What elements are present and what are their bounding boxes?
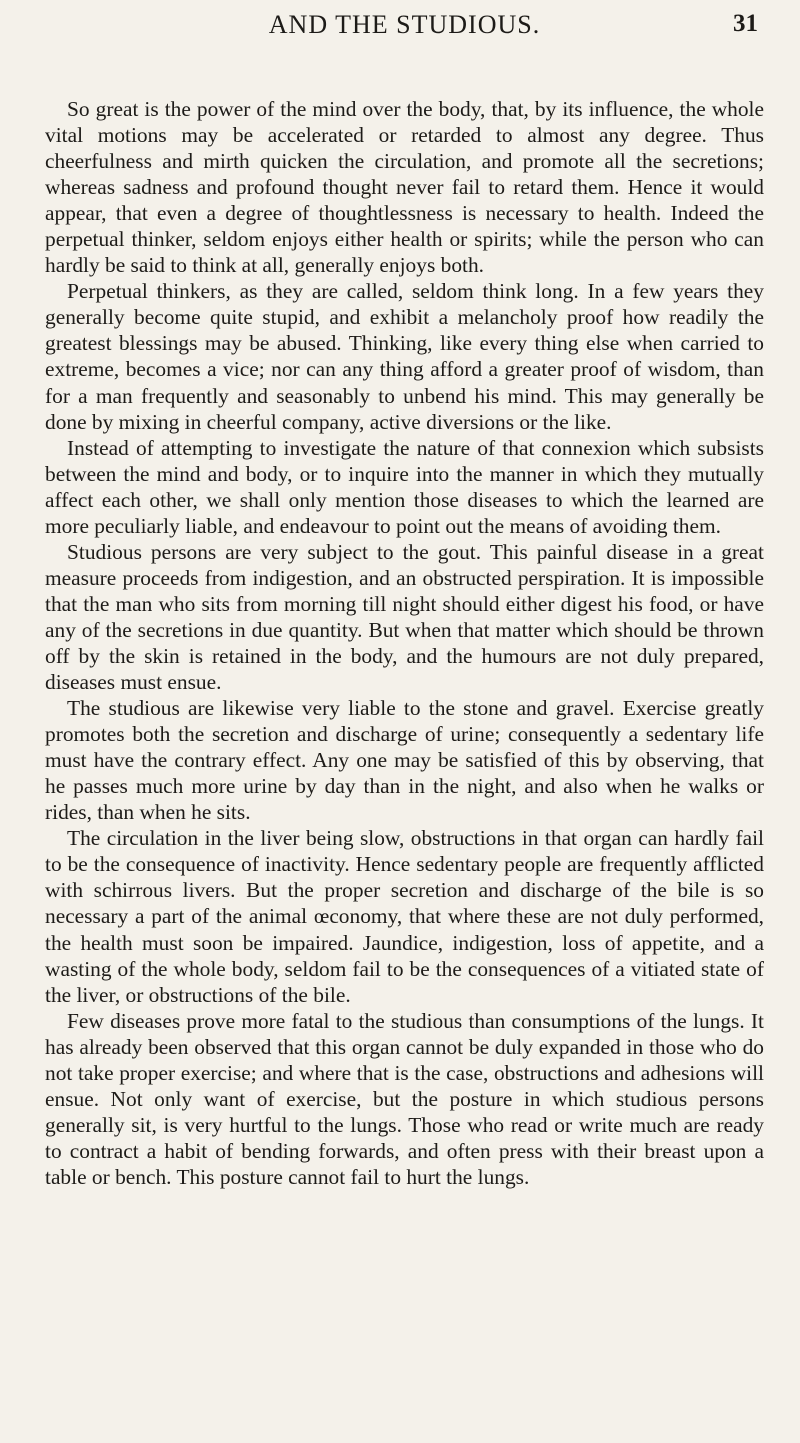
paragraph: The circulation in the liver being slow, obstructions in that organ can hardly fail to be the consequence of inactivity. Hence sedentary people are frequently afflicted with schirrous livers. But the proper secretion and discharge of the bile is so necessary a part of the animal œconomy, that where these are not duly performed, the health must soon be impaired. Jaundice, indigestion, loss of appetite, and a wasting of the whole body, seldom fail to be the consequences of a vitiated state of the liver, or obstructions of the bile. [45, 826, 764, 1007]
paragraph: Instead of attempting to investigate the nature of that connexion which subsists between the mind and body, or to inquire into the manner in which they mutually affect each other, we shall only mention those diseases to which the learned are more peculiarly liable, and endeavour to point out the means of avoiding them. [45, 435, 764, 538]
body-text [45, 96, 764, 1190]
paragraph: Few diseases prove more fatal to the studious than consumptions of the lungs. It has already been observed that this organ cannot be duly expanded in those who do not take proper exercise; and where that is the case, obstructions and adhesions will ensue. Not only want of exercise, but the posture in which studious persons generally sit, is very hurtful to the lungs. Those who read or write much are ready to contract a habit of bending forwards, and often press with their breast upon a table or bench. This posture cannot fail to hurt the lungs. [45, 1008, 764, 1189]
paragraph: Studious persons are very subject to the gout. This painful disease in a great measure proceeds from indigestion, and an obstructed perspiration. It is impossible that the man who sits from morning till night should either digest his food, or have any of the secretions in due quantity. But when that matter which should be thrown off by the skin is retained in the body, and the humours are not duly prepared, diseases must ensue. [45, 539, 764, 695]
paragraph: Perpetual thinkers, as they are called, seldom think long. In a few years they generally become quite stupid, and exhibit a melancholy proof how readily the greatest blessings may be abused. Thinking, like every thing else when carried to extreme, becomes a vice; nor can any thing afford a greater proof of wisdom, than for a man frequently and seasonably to unbend his mind. This may generally be done by mixing in cheerful company, active diversions or the like. [45, 279, 764, 434]
paragraph: The studious are likewise very liable to the stone and gravel. Exercise greatly promotes both the secretion and discharge of urine; consequently a sedentary life must have the contrary effect. Any one may be satisfied of this by observing, that he passes much more urine by day than in the night, and also when he walks or rides, than when he sits. [45, 696, 764, 825]
page-number: 31 [733, 10, 758, 37]
paragraph: So great is the power of the mind over the body, that, by its influence, the whole vital motions may be accelerated or retarded to almost any degree. Thus cheerfulness and mirth quicken the circulation, and promote all the secretions; whereas sadness and profound thought never fail to retard them. Hence it would appear, that even a degree of thoughtlessness is necessary to health. Indeed the perpetual thinker, seldom enjoys either health or spirits; while the person who can hardly be said to think at all, generally enjoys both. [45, 97, 764, 278]
page-header [45, 10, 764, 50]
running-title: AND THE STUDIOUS. [268, 10, 541, 39]
